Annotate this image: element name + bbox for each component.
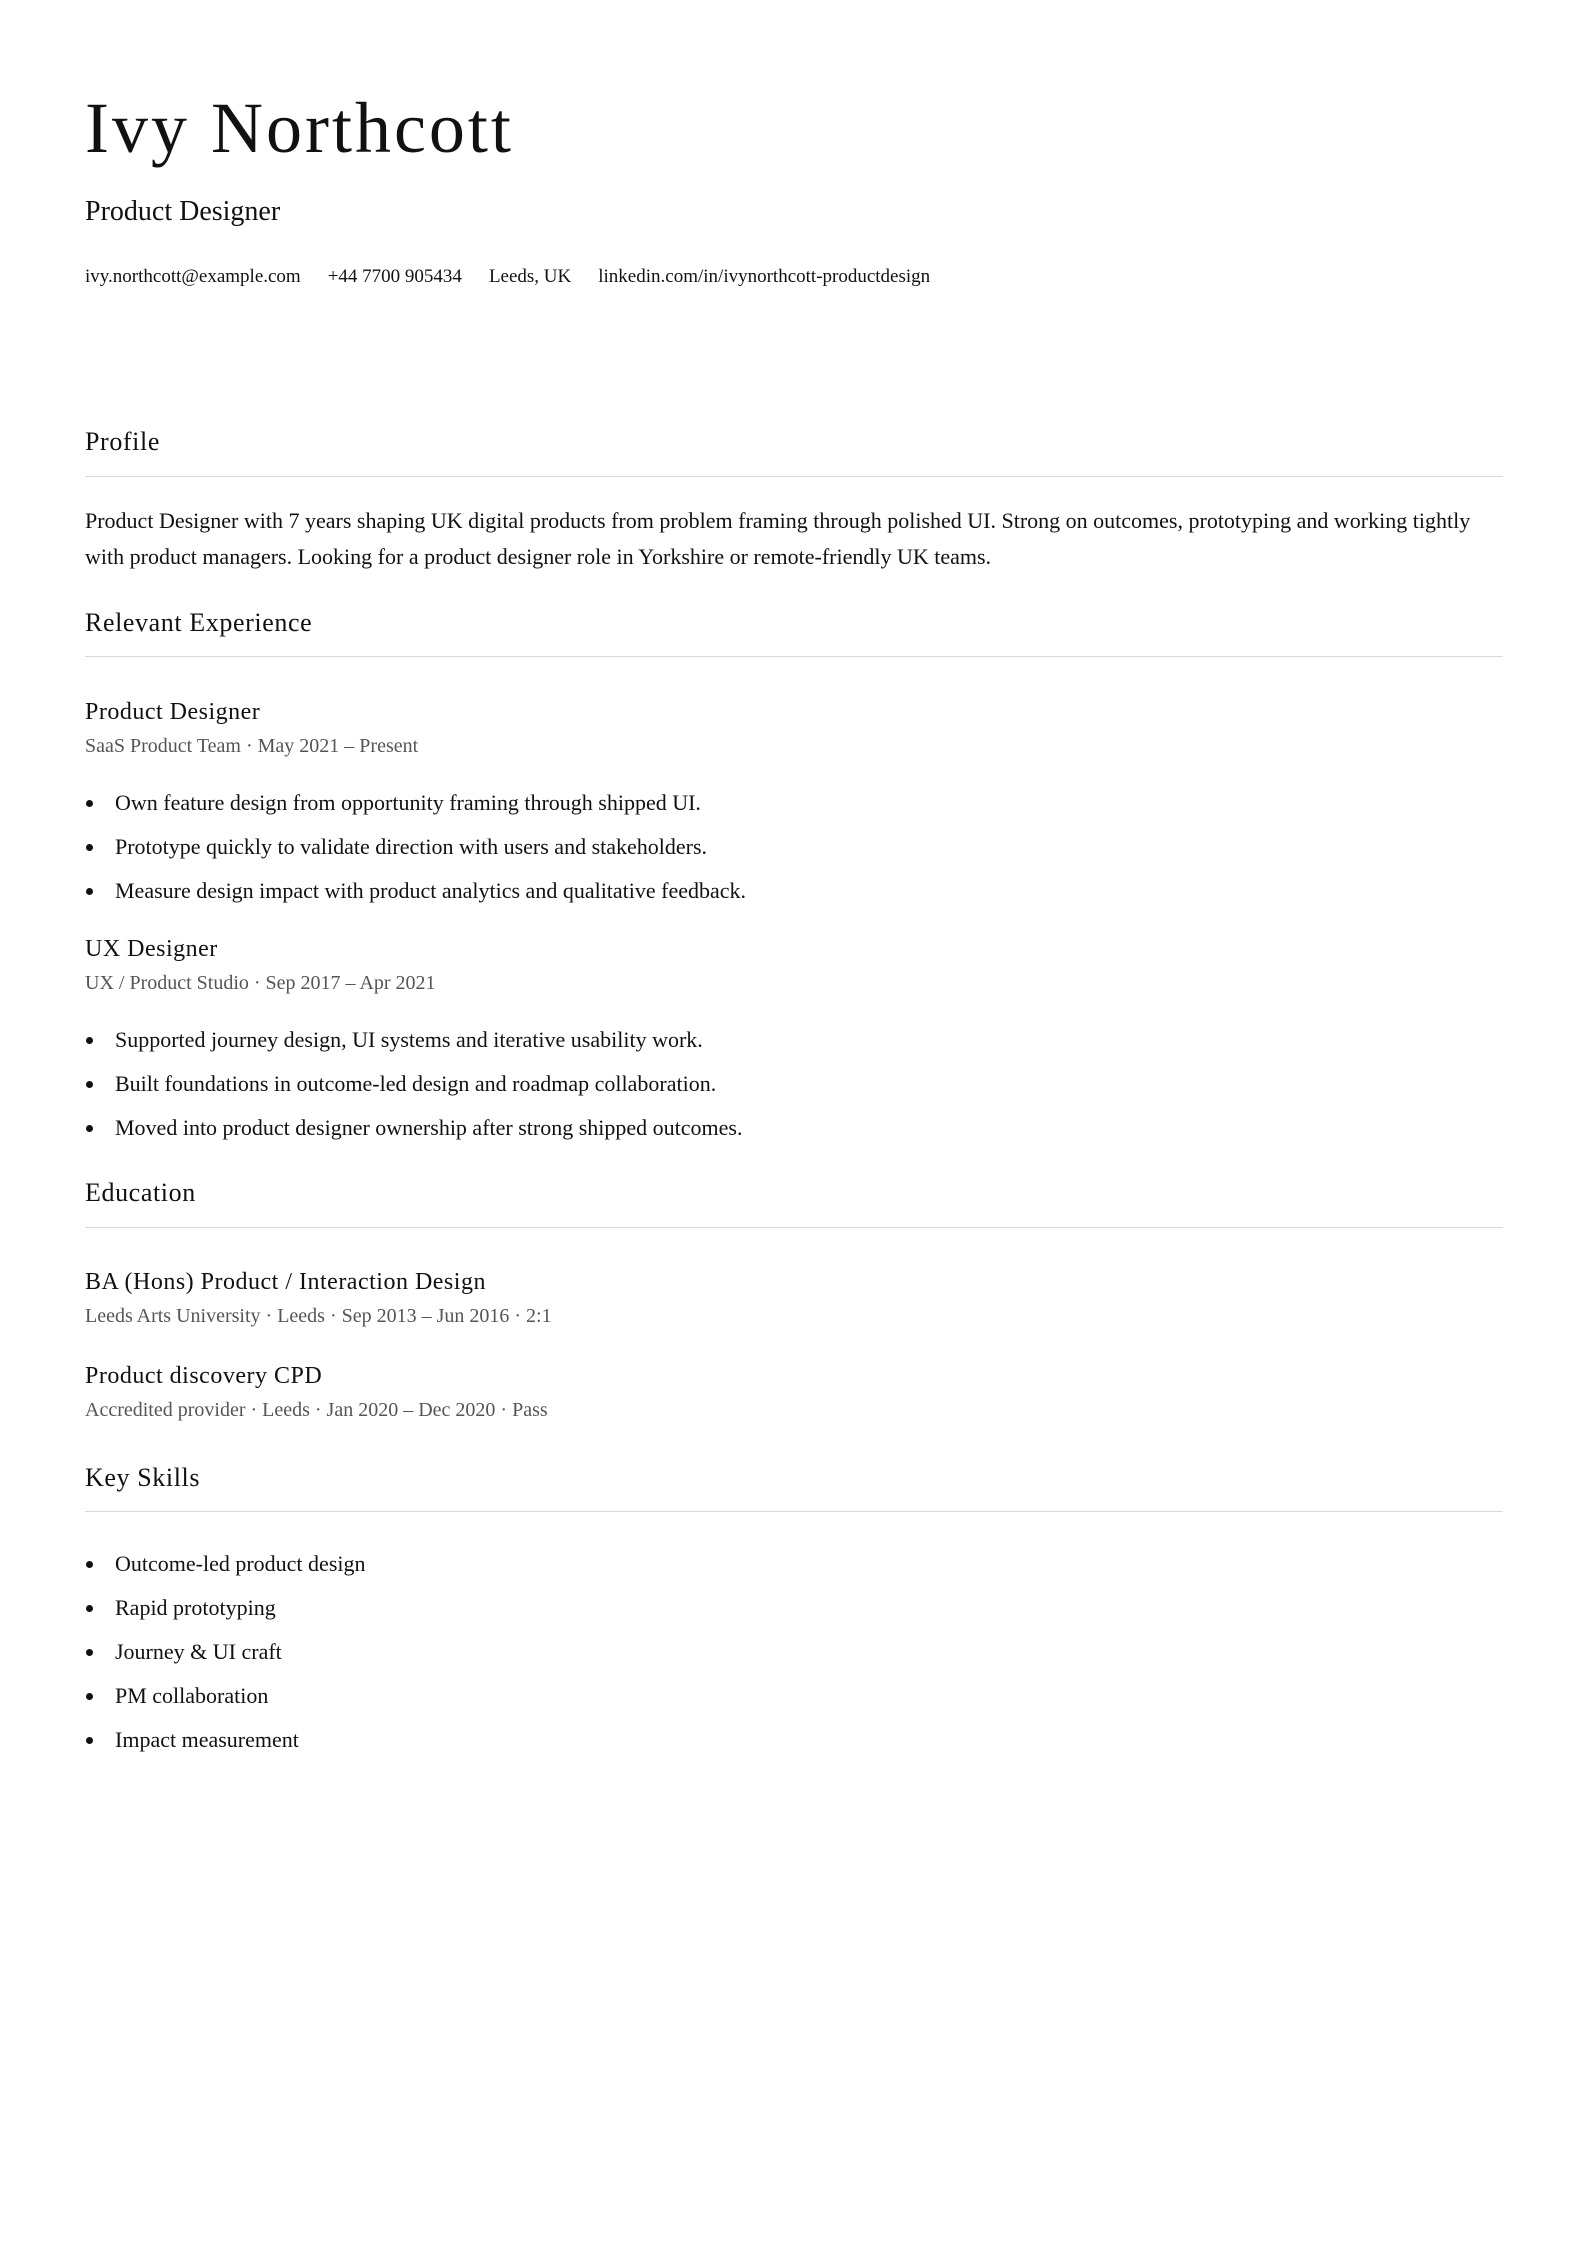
- job-meta: UX / Product Studio · Sep 2017 – Apr 2021: [85, 972, 436, 994]
- job-meta: SaaS Product Team · May 2021 – Present: [85, 735, 419, 757]
- list-item: Supported journey design, UI systems and iterative usability work.: [85, 1018, 742, 1062]
- job-bullets: [85, 1018, 742, 1150]
- education-title: BA (Hons) Product / Interaction Design: [85, 1269, 486, 1295]
- section-divider: [85, 476, 1503, 477]
- section-heading-experience: Relevant Experience: [85, 608, 313, 637]
- job-title: Product Designer: [85, 699, 261, 725]
- list-item: Impact measurement: [85, 1718, 366, 1762]
- section-heading-profile: Profile: [85, 427, 160, 456]
- list-item: Own feature design from opportunity framing through shipped UI.: [85, 781, 746, 825]
- section-heading-education: Education: [85, 1178, 196, 1207]
- contact-phone[interactable]: +44 7700 905434: [327, 266, 462, 287]
- list-item: Outcome-led product design: [85, 1542, 366, 1586]
- list-item: PM collaboration: [85, 1674, 366, 1718]
- list-item: Prototype quickly to validate direction with users and stakeholders.: [85, 825, 746, 869]
- list-item: Journey & UI craft: [85, 1630, 366, 1674]
- education-title: Product discovery CPD: [85, 1363, 323, 1389]
- education-meta: Accredited provider · Leeds · Jan 2020 – Dec 2020 · Pass: [85, 1399, 548, 1421]
- list-item: Rapid prototyping: [85, 1586, 366, 1630]
- contact-email[interactable]: ivy.northcott@example.com: [85, 266, 301, 287]
- job-title: UX Designer: [85, 936, 218, 962]
- job-bullets: [85, 781, 746, 913]
- list-item: Moved into product designer ownership after strong shipped outcomes.: [85, 1106, 742, 1150]
- skills-list: [85, 1542, 366, 1762]
- contact-location: Leeds, UK: [488, 266, 572, 287]
- list-item: Measure design impact with product analytics and qualitative feedback.: [85, 869, 746, 913]
- candidate-title: Product Designer: [85, 196, 281, 227]
- list-item: Built foundations in outcome-led design and roadmap collaboration.: [85, 1062, 742, 1106]
- profile-summary: Product Designer with 7 years shaping UK digital products from problem framing through polished UI. Strong on outcomes, prototyping and working tightly with product managers. Looking for a product designer role in Yorkshire or remote-friendly UK teams.: [85, 508, 1471, 569]
- contact-line: [85, 267, 930, 286]
- education-meta: Leeds Arts University · Leeds · Sep 2013 – Jun 2016 · 2:1: [85, 1305, 552, 1327]
- section-divider: [85, 1511, 1503, 1512]
- candidate-name: Ivy Northcott: [85, 88, 514, 168]
- contact-linkedin[interactable]: linkedin.com/in/ivynorthcott-productdesign: [598, 266, 931, 287]
- section-divider: [85, 1227, 1503, 1228]
- section-heading-skills: Key Skills: [85, 1463, 201, 1492]
- section-divider: [85, 656, 1503, 657]
